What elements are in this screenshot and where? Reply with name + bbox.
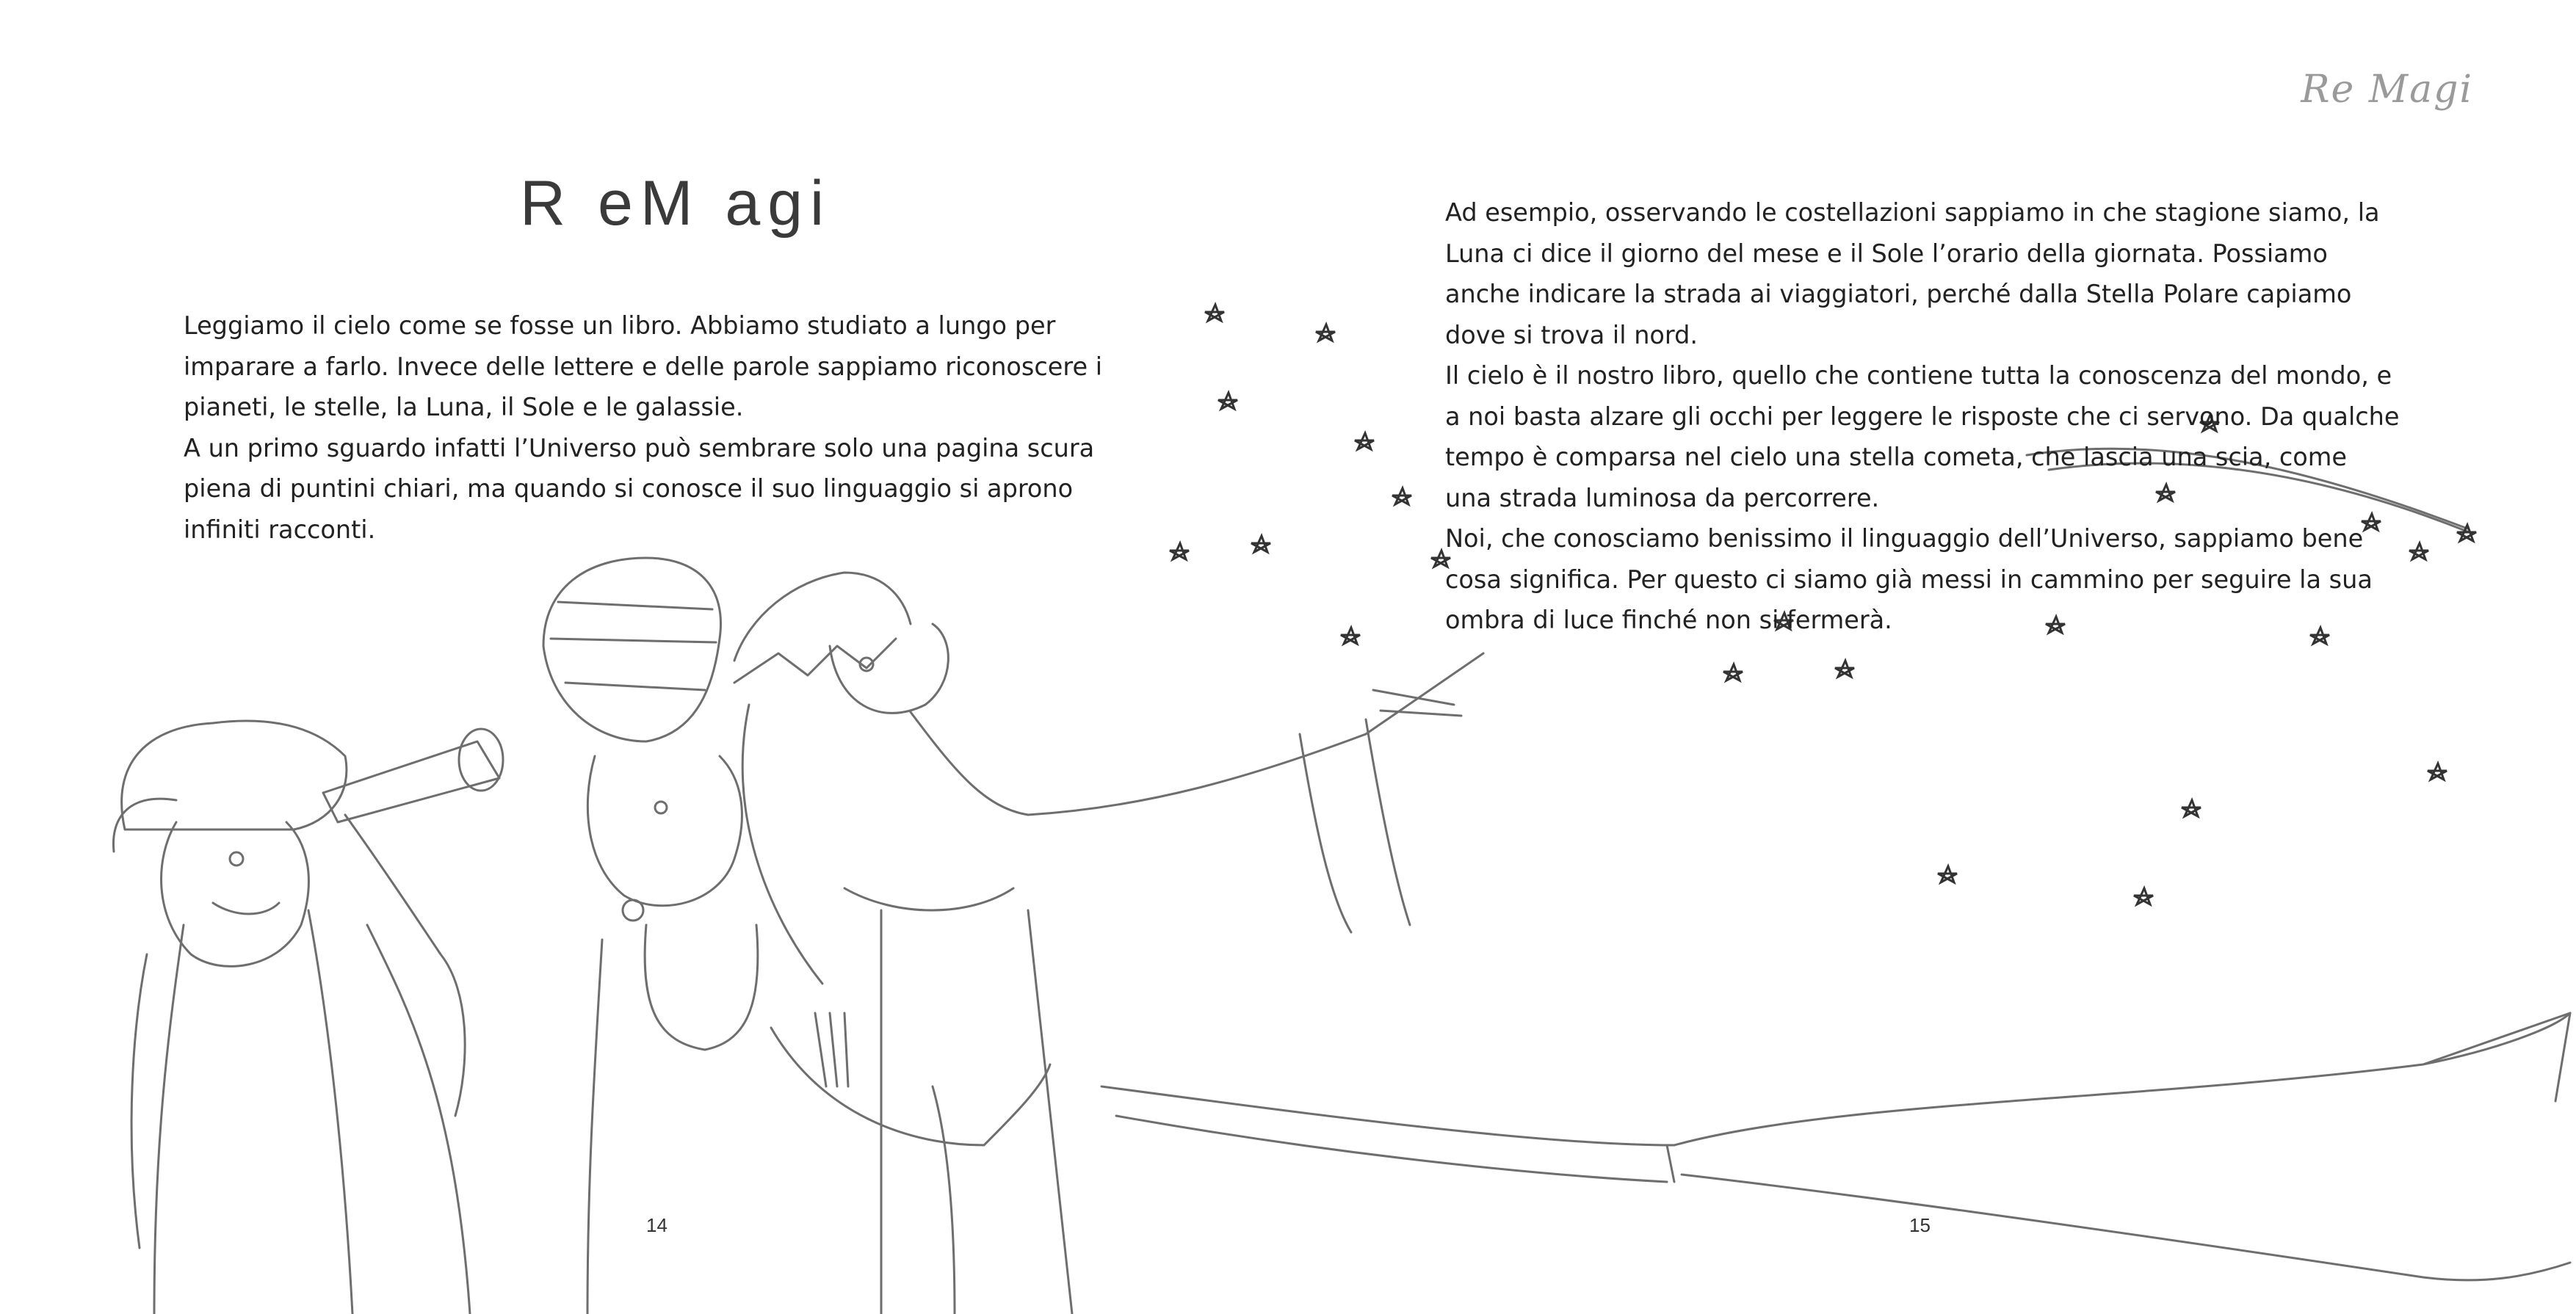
- page-number-left: 14: [646, 1214, 667, 1236]
- paragraph: Il cielo è il nostro libro, quello che contiene tutta la conoscenza del mondo, e a noi basta alzare gli occhi per leggere le risposte che ci servono. Da qualche tempo è comparsa nel cielo una stella cometa, che lascia una scia, come una strada luminosa da percorrere.: [1445, 361, 2400, 512]
- running-header: Re Magi: [2301, 68, 2473, 112]
- chapter-title: R eM agi: [520, 168, 832, 239]
- paragraph: Leggiamo il cielo come se fosse un libro. Abbiamo studiato a lungo per imparare a farlo. Invece delle lettere e delle parole sappiamo riconoscere i pianeti, le stelle, la Luna, il Sole e le galassie.: [184, 311, 1103, 421]
- page-number-right: 15: [1909, 1214, 1931, 1236]
- left-page-text: [184, 305, 1146, 550]
- paragraph: Noi, che conosciamo benissimo il linguaggio dell’Universo, sappiamo bene cosa significa. Per questo ci siamo già messi in cammino per seguire la sua ombra di luce finché non si fermerà.: [1445, 524, 2373, 634]
- magus-pointing-sketch: [734, 573, 1483, 1314]
- right-page-text: [1445, 192, 2400, 641]
- magus-turban-sketch: [543, 558, 1050, 1314]
- paragraph: A un primo sguardo infatti l’Universo può sembrare solo una pagina scura piena di puntini chiari, ma quando si conosce il suo linguaggio si aprono infiniti racconti.: [184, 433, 1095, 544]
- paragraph: Ad esempio, osservando le costellazioni sappiamo in che stagione siamo, la Luna ci dice il giorno del mese e il Sole l’orario della giornata. Possiamo anche indicare la strada ai viaggiatori, perché dalla Stella Polare capiamo dove si trova il nord.: [1445, 198, 2380, 349]
- magus-telescope-sketch: [113, 721, 503, 1314]
